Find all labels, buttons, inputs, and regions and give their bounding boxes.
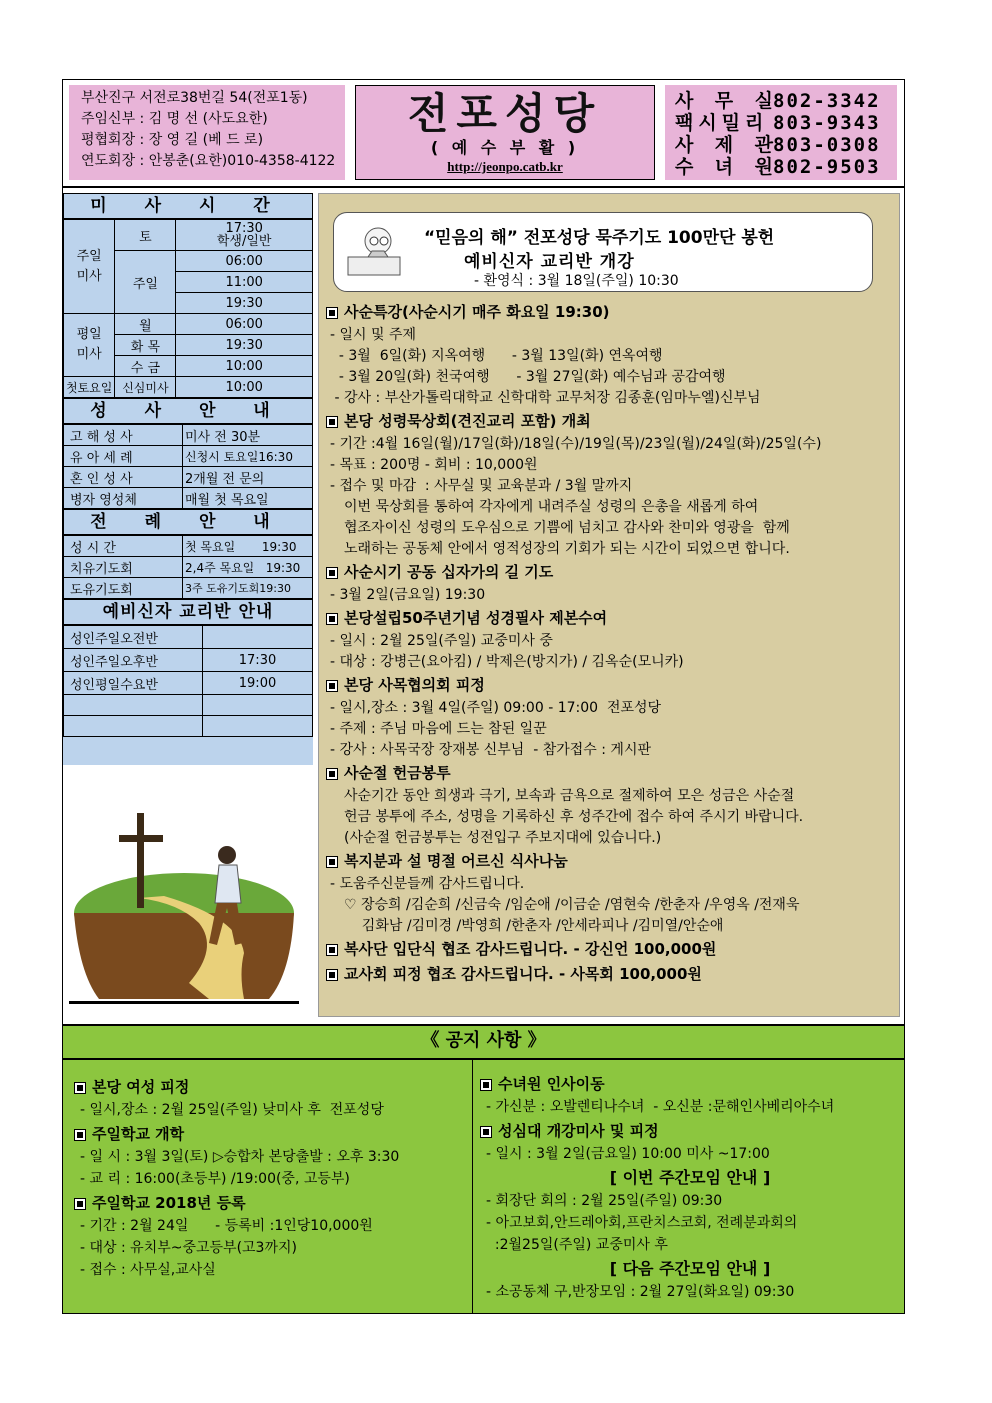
catechumen-table — [63, 625, 313, 737]
sunday-time-1: 06:00 — [176, 251, 313, 272]
sacrament-row-4-name: 병자 영성체 — [64, 488, 183, 509]
notice-title: 《 공지 사항 》 — [421, 1030, 546, 1051]
liturgy-row-3-time: 3주 도유기도회19:30 — [183, 578, 313, 599]
notice-heading — [74, 1076, 469, 1099]
weekday-mass-label: 평일 미사 — [64, 314, 115, 377]
article-heading — [326, 849, 896, 874]
article-line: - 3월 6일(화) 지옥여행 - 3월 13일(화) 연옥여행 — [330, 348, 663, 364]
sacrament-row-2-name: 유 아 세 례 — [64, 446, 183, 467]
square-bullet-icon — [326, 680, 338, 692]
sidebar — [63, 193, 313, 765]
square-bullet-icon — [326, 856, 338, 868]
header-contacts — [665, 85, 897, 180]
sacrament-row-1-name: 고 해 성 사 — [64, 425, 183, 446]
notice-line: - 일시 : 3월 2일(금요일) 10:00 미사 ~17:00 — [486, 1146, 770, 1162]
notice-line: - 가신분 : 오발렌티나수녀 - 오신분 :문해인사베리아수녀 — [486, 1099, 835, 1115]
notice-heading — [74, 1123, 469, 1146]
header-divider — [62, 186, 905, 188]
main-articles — [326, 300, 896, 987]
first-saturday-time: 10:00 — [176, 377, 313, 398]
notice-line: - 아고보회,안드레아회,프란치스코회, 전례분과회의 — [486, 1215, 798, 1231]
liturgy-row-2-time: 2,4주 목요일 19:30 — [183, 557, 313, 578]
article-line: 헌금 봉투에 주소, 성명을 기록하신 후 성주간에 접수 하여 주시기 바랍니다. — [344, 809, 804, 825]
notice-line: - 접수 : 사무실,교사실 — [80, 1262, 216, 1278]
notice-line: - 교 리 : 16:00(초등부) /19:00(중, 고등부) — [80, 1171, 350, 1187]
notice-right-column — [480, 1071, 900, 1303]
address: 부산진구 서전로38번길 54(전포1동) — [81, 90, 308, 106]
wed-fri-label: 수 금 — [115, 356, 176, 377]
square-bullet-icon — [74, 1082, 86, 1094]
notice-line: - 일 시 : 3월 3일(토) ▷승합차 본당출발 : 오후 3:30 — [80, 1149, 400, 1165]
article-line: (사순절 헌금봉투는 성전입구 주보지대에 있습니다.) — [344, 830, 662, 846]
cross-path-illustration — [69, 773, 299, 1005]
article-line: - 일시 및 주제 — [330, 327, 417, 343]
article-heading-text: 사순시기 공동 십자가의 길 기도 — [344, 563, 554, 581]
liturgy-heading: 전 례 안 내 — [63, 509, 313, 535]
article-heading-text: 사순절 헌금봉투 — [344, 764, 451, 782]
article-line: - 3월 2일(금요일) 19:30 — [330, 587, 486, 603]
sacrament-row-1-time: 미사 전 30분 — [183, 425, 313, 446]
catechumen-row-2-time: 17:30 — [203, 649, 313, 672]
article-line: 협조자이신 성령의 도우심으로 기쁨에 넘치고 감사와 찬미와 영광을 함께 — [344, 520, 790, 536]
sacrament-row-2-time: 신청시 토요일16:30 — [183, 446, 313, 467]
square-bullet-icon — [326, 969, 338, 981]
church-name: 전포성당 — [407, 89, 603, 138]
liturgy-row-1-time: 첫 목요일 19:30 — [183, 536, 313, 557]
catechumen-row-3-time: 19:00 — [203, 672, 313, 695]
square-bullet-icon — [326, 307, 338, 319]
square-bullet-icon — [480, 1079, 492, 1091]
notice-line: - 일시,장소 : 2월 25일(주일) 낮미사 후 전포성당 — [80, 1102, 384, 1118]
notice-heading — [74, 1192, 469, 1215]
article-heading-text: 사순특강(사순시기 매주 화요일 19:30) — [344, 303, 610, 321]
article-heading — [326, 300, 896, 325]
article-heading-text: 복사단 입단식 협조 감사드립니다. - 강신언 100,000원 — [344, 940, 717, 958]
mass-times-heading: 미 사 시 간 — [63, 193, 313, 219]
banner-title: “믿음의 해” 전포성당 묵주기도 100만단 봉헌 — [424, 228, 775, 248]
catechumen-row-1-name: 성인주일오전반 — [64, 626, 203, 649]
catechumen-row-2-name: 성인주일오후반 — [64, 649, 203, 672]
square-bullet-icon — [326, 768, 338, 780]
article-line: 사순기간 동안 희생과 극기, 보속과 금욕으로 절제하여 모은 성금은 사순절 — [344, 788, 795, 804]
header-info — [69, 85, 345, 180]
article-line: - 접수 및 마감 : 사무실 및 교육분과 / 3월 말까지 — [330, 478, 633, 494]
sacrament-row-3-time: 2개월 전 문의 — [183, 467, 313, 488]
sunday-mass-label: 주일 미사 — [64, 220, 115, 314]
contact-convent: 수 녀 원802-9503 — [675, 156, 881, 178]
monday-label: 월 — [115, 314, 176, 335]
square-bullet-icon — [326, 567, 338, 579]
reading-character-icon — [344, 221, 404, 279]
article-heading — [326, 409, 896, 434]
contact-fax: 팩시밀리 803-9343 — [675, 112, 881, 134]
notice-heading-text: 수녀원 인사이동 — [498, 1075, 605, 1093]
article-heading-text: 본당 사목협의회 피정 — [344, 676, 485, 694]
article-heading — [326, 962, 896, 987]
article-line: - 일시 : 2월 25일(주일) 교중미사 중 — [330, 633, 553, 649]
notice-line: - 회장단 회의 : 2월 25일(주일) 09:30 — [486, 1193, 723, 1209]
article-line: - 대상 : 강병근(요아킴) / 박제은(방지가) / 김옥순(모니카) — [330, 654, 684, 670]
notice-subheading: [ 다음 주간모임 안내 ] — [609, 1259, 771, 1278]
contact-rectory: 사 제 관803-0308 — [675, 134, 881, 156]
article-heading-text: 교사회 피정 협조 감사드립니다. - 사목회 100,000원 — [344, 965, 702, 983]
sacrament-row-3-name: 혼 인 성 사 — [64, 467, 183, 488]
notice-subheading: [ 이번 주간모임 안내 ] — [609, 1168, 771, 1187]
tue-thu-label: 화 목 — [115, 335, 176, 356]
article-line: - 주제 : 주님 마음에 드는 참된 일꾼 — [330, 721, 547, 737]
saturday-label: 토 — [115, 220, 176, 251]
article-line: 김화남 /김미경 /박영희 /한춘자 /안세라피나 /김미열/안순애 — [344, 918, 724, 934]
banner-subtitle: 예비신자 교리반 개강 — [464, 252, 635, 272]
notice-line: :2월25일(주일) 교중미사 후 — [486, 1237, 668, 1253]
square-bullet-icon — [326, 416, 338, 428]
article-heading — [326, 560, 896, 585]
catechumen-heading: 예비신자 교리반 안내 — [63, 599, 313, 625]
article-line: - 강사 : 사목국장 장재봉 신부님 - 참가접수 : 게시판 — [330, 742, 651, 758]
liturgy-row-1-name: 성 시 간 — [64, 536, 183, 557]
article-heading — [326, 761, 896, 786]
contact-office: 사 무 실802-3342 — [675, 90, 881, 112]
article-line: - 기간 :4월 16일(월)/17일(화)/18일(수)/19일(목)/23일(월)/24일(화)/25일(수) — [330, 436, 822, 452]
article-line: - 도움주신분들께 감사드립니다. — [330, 876, 525, 892]
article-line: - 목표 : 200명 - 회비 : 10,000원 — [330, 457, 538, 473]
catechumen-row-4-time — [203, 695, 313, 716]
banner — [333, 212, 873, 292]
catechumen-row-5-time — [203, 716, 313, 737]
cross-path-illustration-art — [69, 773, 299, 1005]
banner-welcome: - 환영식 : 3월 18일(주일) 10:30 — [474, 273, 679, 289]
liturgy-row-3-name: 도유기도회 — [64, 578, 183, 599]
notice-left-column — [74, 1074, 469, 1281]
square-bullet-icon — [326, 944, 338, 956]
monday-time: 06:00 — [176, 314, 313, 335]
article-line: 이번 묵상회를 통하여 각자에게 내려주실 성령의 은총을 새롭게 하여 — [344, 499, 759, 515]
article-heading-text: 본당설립50주년기념 성경필사 제본수여 — [344, 609, 608, 627]
square-bullet-icon — [74, 1129, 86, 1141]
first-saturday-name: 신심미사 — [115, 377, 176, 398]
notice-divider-mid — [63, 1058, 904, 1060]
notice-heading-text: 본당 여성 피정 — [92, 1078, 190, 1096]
article-line: ♡ 장승희 /김순희 /신금숙 /임순애 /이금순 /염현숙 /한춘자 /우영옥 /전재욱 — [344, 897, 800, 913]
article-line: - 일시,장소 : 3월 4일(주일) 09:00 - 17:00 전포성당 — [330, 700, 662, 716]
notice-heading-text: 성심대 개강미사 및 피정 — [498, 1122, 659, 1140]
memorial-president: 연도회장 : 안봉춘(요한)010-4358-4122 — [81, 153, 336, 169]
saturday-mass: 17:30 학생/일반 — [176, 220, 313, 251]
notice-line: - 소공동체 구,반장모임 : 2월 27일(화요일) 09:30 — [486, 1284, 795, 1300]
catechumen-row-1-time — [203, 626, 313, 649]
pastor: 주임신부 : 김 명 선 (사도요한) — [81, 111, 268, 127]
catechumen-row-3-name: 성인평일수요반 — [64, 672, 203, 695]
notice-line: - 대상 : 유치부~중고등부(고3까지) — [80, 1240, 297, 1256]
header-title-box — [355, 85, 655, 180]
sunday-time-3: 19:30 — [176, 293, 313, 314]
first-saturday-label: 첫토요일 — [64, 377, 115, 398]
notice-heading — [480, 1120, 900, 1143]
article-heading — [326, 937, 896, 962]
sacraments-heading: 성 사 안 내 — [63, 398, 313, 424]
liturgy-table — [63, 535, 313, 599]
website-link[interactable]: http://jeonpo.catb.kr — [447, 159, 563, 174]
mass-times-table — [63, 219, 313, 398]
council-president: 평협회장 : 장 영 길 (베 드 로) — [81, 132, 264, 148]
square-bullet-icon — [74, 1198, 86, 1210]
sunday-time-2: 11:00 — [176, 272, 313, 293]
article-line: - 강사 : 부산가톨릭대학교 신학대학 교무처장 김종훈(임마누엘)신부님 — [330, 390, 761, 406]
article-heading — [326, 673, 896, 698]
notice-line: - 기간 : 2월 24일 - 등록비 :1인당10,000원 — [80, 1218, 373, 1234]
notice-heading-text: 주일학교 2018년 등록 — [92, 1194, 246, 1212]
square-bullet-icon — [480, 1126, 492, 1138]
article-heading-text: 본당 성령묵상회(견진교리 포함) 개최 — [344, 412, 591, 430]
notice-heading-text: 주일학교 개학 — [92, 1125, 185, 1143]
article-heading — [326, 606, 896, 631]
article-heading-text: 복지분과 설 명절 어르신 식사나눔 — [344, 852, 568, 870]
article-line: 노래하는 공동체 안에서 영적성장의 기회가 되는 시간이 되었으면 합니다. — [344, 541, 790, 557]
wed-fri-time: 10:00 — [176, 356, 313, 377]
subtitle: ( 예 수 부 활 ) — [430, 138, 580, 157]
catechumen-row-5-name — [64, 716, 203, 737]
liturgy-row-2-name: 치유기도회 — [64, 557, 183, 578]
article-line: - 3월 20일(화) 천국여행 - 3월 27일(화) 예수님과 공감여행 — [330, 369, 726, 385]
sunday-label: 주일 — [115, 251, 176, 314]
sacraments-table — [63, 424, 313, 509]
notice-divider-vertical — [472, 1060, 473, 1313]
catechumen-row-4-name — [64, 695, 203, 716]
sacrament-row-4-time: 매월 첫 목요일 — [183, 488, 313, 509]
notice-heading — [480, 1073, 900, 1096]
tue-thu-time: 19:30 — [176, 335, 313, 356]
notice-divider-top — [63, 1024, 904, 1026]
square-bullet-icon — [326, 613, 338, 625]
